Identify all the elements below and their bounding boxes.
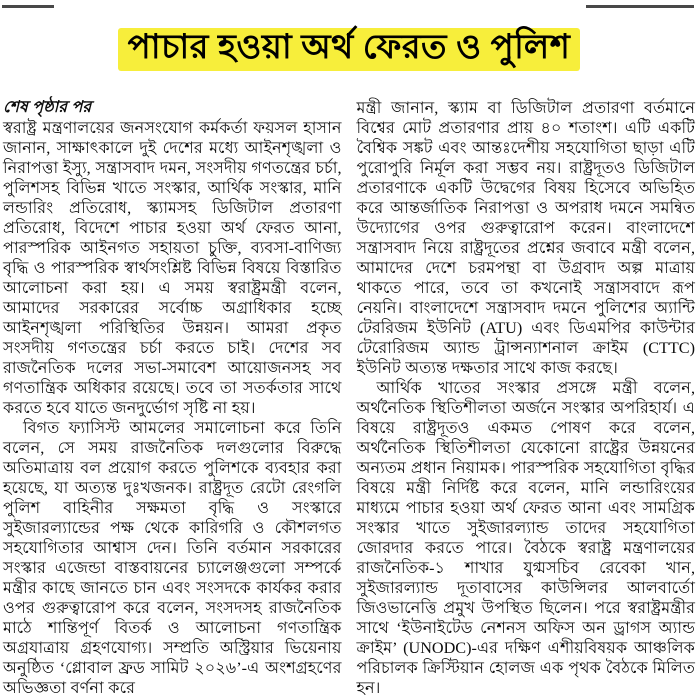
cropped-rule-fragment-left [2,5,54,8]
article-header [0,5,698,94]
article-headline: পাচার হওয়া অর্থ ফেরত ও পুলিশ [118,28,581,71]
left-column [3,98,342,698]
right-column [357,98,696,698]
paragraph: বিগত ফ্যাসিস্ট আমলের সমালোচনা করে তিনি বলেন, সে সময় রাজনৈতিক দলগুলোর বিরুদ্ধে অতিমাত্রায় বল প্রয়োগ করতে পুলিশকে ব্যবহার করা হয়েছে, যা অত্যন্ত দুঃখজনক। রাষ্ট্রদূত রেটো রেংগলি পুলিশ বাহিনীর সক্ষমতা বৃদ্ধি ও সংস্কারে সুইজারল্যান্ডের পক্ষ থেকে কারিগরি ও কৌশলগত সহযোগিতার আশ্বাস দেন। তিনি বর্তমান সরকারের সংস্কার এজেন্ডা বাস্তবায়নের চ্যালেঞ্জগুলো সম্পর্কে মন্ত্রীর কাছে জানতে চান এবং সংসদকে কার্যকর করার ওপর গুরুত্বারোপ করে বলেন, সংসদসহ রাজনৈতিক মাঠে শান্তিপূর্ণ বিতর্ক ও আলোচনা গণতান্ত্রিক অগ্রযাত্রায় গ্রহণযোগ্য। সম্প্রতি অস্ট্রিয়ার ভিয়েনায় অনুষ্ঠিত ‘গ্লোবাল ফ্রড সামিট ২০২৬’-এ অংশগ্রহণের অভিজ্ঞতা বর্ণনা করে [3,419,342,698]
paragraph: স্বরাষ্ট্র মন্ত্রণালয়ের জনসংযোগ কর্মকর্তা ফয়সল হাসান জানান, সাক্ষাৎকালে দুই দেশের মধ্যে আইনশৃঙ্খলা ও নিরাপত্তা ইস্যু, সন্ত্রাসবাদ দমন, সংসদীয় গণতন্ত্রের চর্চা, পুলিশসহ বিভিন্ন খাতে সংস্কার, আর্থিক সংস্কার, মানি লন্ডারিং প্রতিরোধ, স্ক্যামসহ ডিজিটাল প্রতারণা প্রতিরোধ, বিদেশে পাচার হওয়া অর্থ ফেরত আনা, পারস্পরিক আইনগত সহায়তা চুক্তি, ব্যবসা-বাণিজ্য বৃদ্ধি ও পারস্পরিক স্বার্থসংশ্লিষ্ট বিভিন্ন বিষয়ে বিস্তারিত আলোচনা করা হয়। এ সময় স্বরাষ্ট্রমন্ত্রী বলেন, আমাদের সরকারের সর্বোচ্চ অগ্রাধিকার হচ্ছে আইনশৃঙ্খলা পরিস্থিতির উন্নয়ন। আমরা প্রকৃত সংসদীয় গণতন্ত্রের চর্চা করতে চাই। দেশের সব রাজনৈতিক দলের সভা-সমাবেশ আয়োজনসহ সব গণতান্ত্রিক অধিকার রয়েছে। তবে তা সতর্কতার সাথে করতে হবে যাতে জনদুর্ভোগ সৃষ্টি না হয়। [3,119,342,418]
paragraph: আর্থিক খাতের সংস্কার প্রসঙ্গে মন্ত্রী বলেন, অর্থনৈতিক স্থিতিশীলতা অর্জনে সংস্কার অপরিহার্য। এ বিষয়ে রাষ্ট্রদূতও একমত পোষণ করে বলেন, অর্থনৈতিক স্থিতিশীলতা যেকোনো রাষ্ট্রের উন্নয়নের অন্যতম প্রধান নিয়ামক। পারস্পরিক সহযোগিতা বৃদ্ধির বিষয়ে মন্ত্রী নির্দিষ্ট করে বলেন, মানি লন্ডারিংয়ের মাধ্যমে পাচার হওয়া অর্থ ফেরত আনা এবং সামগ্রিক সংস্কার খাতে সুইজারল্যান্ড তাদের সহযোগিতা জোরদার করতে পারে। বৈঠকে স্বরাষ্ট্র মন্ত্রণালয়ের রাজনৈতিক-১ শাখার যুগ্মসচিব রেবেকা খান, সুইজারল্যান্ড দূতাবাসের কাউন্সিলর আলবার্তো জিওভানেত্তি প্রমুখ উপস্থিত ছিলেন। পরে স্বরাষ্ট্রমন্ত্রীর সাথে ‘ইউনাইটেড নেশনস অফিস অন ড্রাগস অ্যান্ড ক্রাইম’ (UNODC)-এর দক্ষিণ এশীয়বিষয়ক আঞ্চলিক পরিচালক ক্রিস্টিয়ান হোলজ এক পৃথক বৈঠকে মিলিত হন। [356,378,695,697]
paragraph: মন্ত্রী জানান, স্ক্যাম বা ডিজিটাল প্রতারণা বর্তমানে বিশ্বের মোট প্রতারণার প্রায় ৪০ শতাংশ। এটি একটি বৈশ্বিক সঙ্কট এবং আন্তঃদেশীয় সহযোগিতা ছাড়া এটি পুরোপুরি নির্মূল করা সম্ভব নয়। রাষ্ট্রদূতও ডিজিটাল প্রতারণাকে একটি উদ্বেগের বিষয় হিসেবে অভিহিত করে আন্তর্জাতিক নিরাপত্তা ও অপরাধ দমনে সমন্বিত উদ্যোগের ওপর গুরুত্বারোপ করেন। বাংলাদেশে সন্ত্রাসবাদ নিয়ে রাষ্ট্রদূতের প্রশ্নের জবাবে মন্ত্রী বলেন, আমাদের দেশে চরমপন্থা বা উগ্রবাদ অল্প মাত্রায় থাকতে পারে, তবে তা কখনোই সন্ত্রাসবাদে রূপ নেয়নি। বাংলাদেশে সন্ত্রাসবাদ দমনে পুলিশের অ্যান্টি টেররিজম ইউনিট (ATU) এবং ডিএমপির কাউন্টার টেরোরিজম অ্যান্ড ট্রান্সন্যাশনাল ক্রাইম (CTTC) ইউনিট অত্যন্ত দক্ষতার সাথে কাজ করছে। [356,98,695,377]
continuation-label: শেষ পৃষ্ঠার পর [3,98,92,116]
article-body [0,95,698,698]
cropped-rule-fragment-right [586,5,694,8]
